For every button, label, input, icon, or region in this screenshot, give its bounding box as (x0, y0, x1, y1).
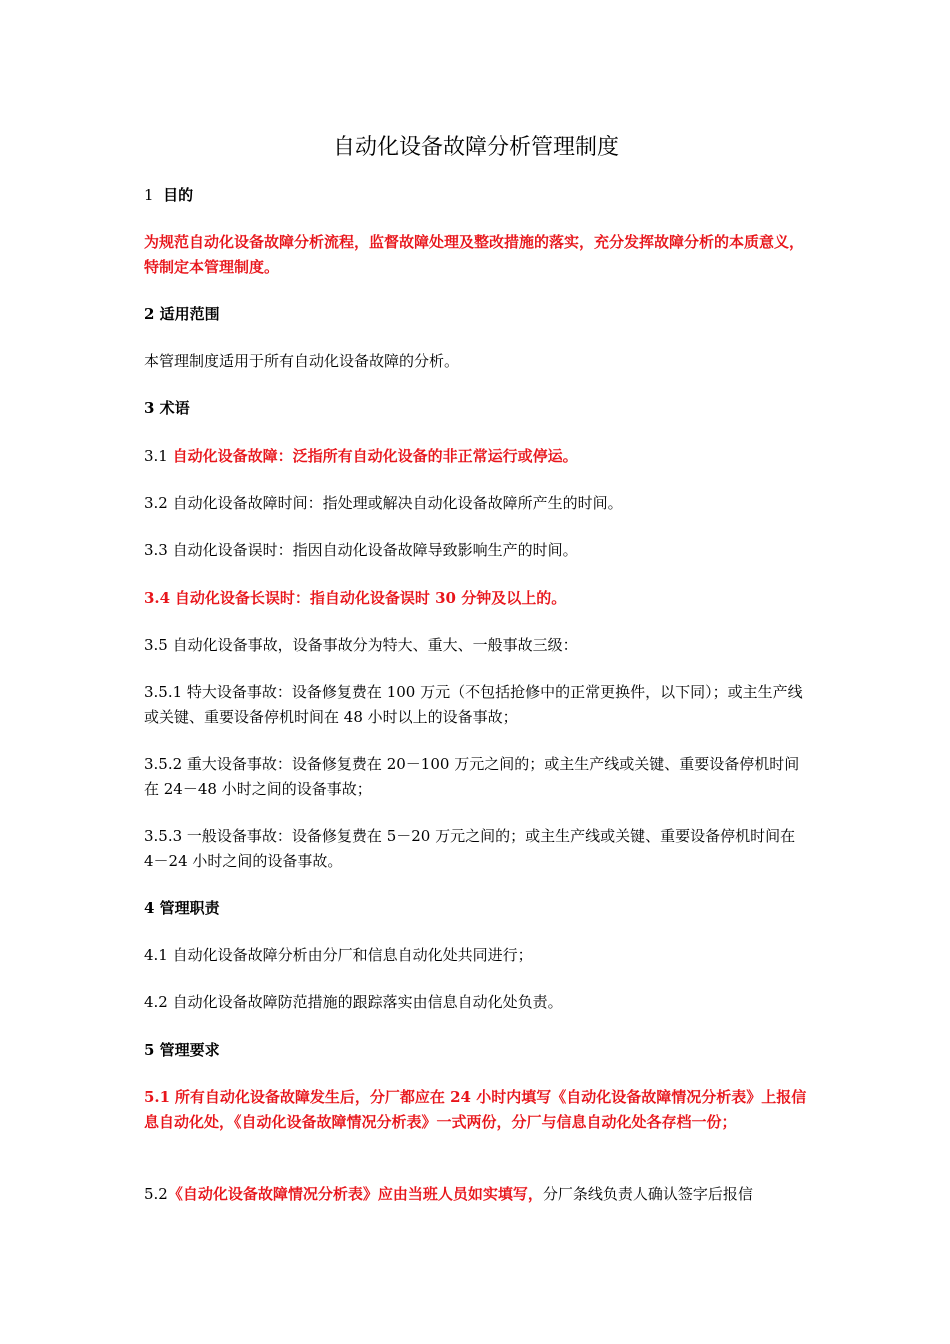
item-3-4-number: 3.4 (144, 589, 171, 607)
section-1-text: 为规范自动化设备故障分析流程，监督故障处理及整改措施的落实，充分发挥故障分析的本质意义，特制定本管理制度。 (144, 233, 805, 276)
item-5-2-number: 5.2 (144, 1185, 168, 1203)
section-1-title: 目的 (163, 186, 194, 204)
item-3-1-text: 自动化设备故障：泛指所有自动化设备的非正常运行或停运。 (172, 447, 578, 465)
item-5-2 (144, 1182, 808, 1207)
section-3-heading: 3 术语 (144, 399, 190, 417)
item-5-1 (144, 1085, 808, 1135)
section-4-heading: 4 管理职责 (144, 899, 220, 917)
item-3-5: 3.5 自动化设备事故，设备事故分为特大、重大、一般事故三级： (144, 636, 578, 654)
section-2-text: 本管理制度适用于所有自动化设备故障的分析。 (144, 352, 460, 370)
item-3-5-3: 3.5.3 一般设备事故：设备修复费在 5－20 万元之间的；或主生产线或关键、重要设备停机时间在 4－24 小时之间的设备事故。 (144, 827, 796, 870)
item-3-3: 3.3 自动化设备误时：指因自动化设备故障导致影响生产的时间。 (144, 541, 578, 559)
item-5-2-text: 分厂条线负责人确认签字后报信 (542, 1185, 753, 1203)
section-1-number: 1 (144, 186, 154, 204)
section-2-heading: 2 适用范围 (144, 305, 220, 323)
item-3-5-1: 3.5.1 特大设备事故：设备修复费在 100 万元（不包括抢修中的正常更换件，以下同）；或主生产线或关键、重要设备停机时间在 48 小时以上的设备事故； (144, 683, 803, 726)
document-title: 自动化设备故障分析管理制度 (332, 135, 619, 160)
item-3-5-2: 3.5.2 重大设备事故：设备修复费在 20－100 万元之间的；或主生产线或关键、重要设备停机时间在 24－48 小时之间的设备事故； (144, 755, 800, 798)
item-5-2-red-text: 《自动化设备故障情况分析表》应由当班人员如实填写， (167, 1185, 543, 1203)
item-4-2: 4.2 自动化设备故障防范措施的跟踪落实由信息自动化处负责。 (144, 993, 563, 1011)
section-1-heading (144, 183, 808, 208)
item-3-4 (144, 586, 808, 611)
item-3-2: 3.2 自动化设备故障时间：指处理或解决自动化设备故障所产生的时间。 (144, 494, 623, 512)
section-5-heading: 5 管理要求 (144, 1041, 220, 1059)
item-3-1 (144, 444, 808, 469)
item-5-1-number: 5.1 (144, 1088, 171, 1106)
item-3-1-number: 3.1 (144, 447, 168, 465)
item-4-1: 4.1 自动化设备故障分析由分厂和信息自动化处共同进行； (144, 946, 533, 964)
item-3-4-text: 自动化设备长误时：指自动化设备误时 30 分钟及以上的。 (174, 589, 567, 607)
item-5-1-text: 所有自动化设备故障发生后，分厂都应在 24 小时内填写《自动化设备故障情况分析表》上报信息自动化处，《自动化设备故障情况分析表》一式两份，分厂与信息自动化处各存档一份； (144, 1088, 807, 1131)
